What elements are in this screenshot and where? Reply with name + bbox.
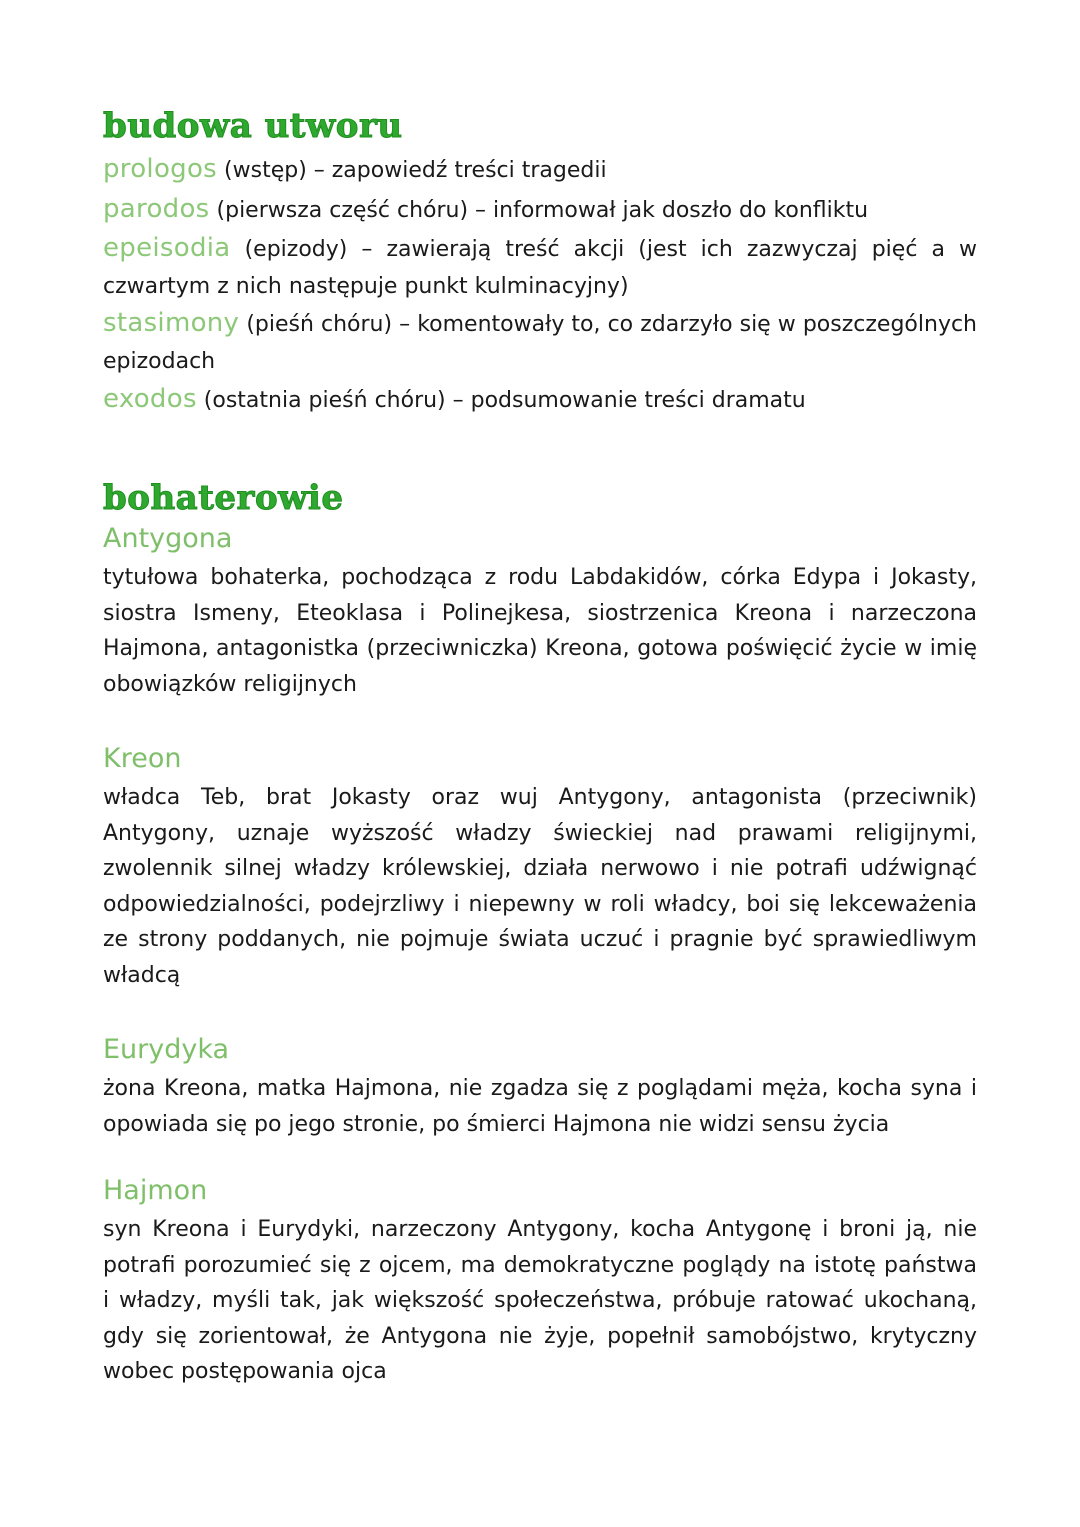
structure-item-parodos — [103, 190, 977, 230]
character-description: tytułowa bohaterka, pochodząca z rodu Labdakidów, córka Edypa i Jokasty, siostra Ismeny, Eteoklasa i Polinejkesa, siostrzenica Kreona i narzeczona Hajmona, antagonistka (przeciwniczka) Kreona, gotowa poświęcić życie w imię obowiązków religijnych — [103, 565, 977, 697]
character-description: syn Kreona i Eurydyki, narzeczony Antygony, kocha Antygonę i broni ją, nie potrafi porozumieć się z ojcem, ma demokratyczne poglądy na istotę państwa i władzy, myśli tak, jak większość społeczeństwa, próbuje ratować ukochaną, gdy się zorientował, że Antygona nie żyje, popełnił samobójstwo, krytyczny wobec postępowania ojca — [103, 1217, 977, 1384]
character-spacer — [103, 1142, 977, 1172]
structure-item-stasimony — [103, 305, 977, 380]
structure-section — [103, 104, 977, 420]
section-title-structure: budowa utworu — [103, 106, 403, 146]
character-description: władca Teb, brat Jokasty oraz wuj Antygony, antagonista (przeciwnik) Antygony, uznaje wyższość władzy świeckiej nad prawami religijnymi, zwolennik silnej władzy królewskiej, działa nerwowo i nie potrafi udźwignąć odpowiedzialności, podejrzliwy i niepewny w roli władcy, boi się lekceważenia ze strony poddanych, nie pojmuje świata uczuć i pragnie być sprawiedliwym władcą — [103, 785, 977, 988]
character-description: żona Kreona, matka Hajmona, nie zgadza się z poglądami męża, kocha syna i opowiada się po jego stronie, po śmierci Hajmona nie widzi sensu życia — [103, 1076, 977, 1137]
character-name: Antygona — [103, 523, 233, 554]
character-eurydyka — [103, 1031, 977, 1142]
character-hajmon — [103, 1172, 977, 1390]
structure-desc-parodos: (pierwsza część chóru) – informował jak doszło do konfliktu — [209, 198, 869, 223]
structure-desc-stasimony: (pieśń chóru) – komentowały to, co zdarzyło się w poszczególnych epizodach — [103, 312, 977, 374]
character-antygona — [103, 520, 977, 702]
section-title-characters: bohaterowie — [103, 478, 344, 518]
character-kreon — [103, 740, 977, 993]
structure-desc-epeisodia: (epizody) – zawierają treść akcji (jest ich zazwyczaj pięć a w czwartym z nich następuje punkt kulminacyjny) — [103, 237, 977, 299]
structure-item-epeisodia — [103, 230, 977, 305]
term-exodos: exodos — [103, 384, 197, 414]
term-prologos: prologos — [103, 154, 218, 184]
document-page — [103, 104, 977, 1390]
term-epeisodia: epeisodia — [103, 233, 231, 263]
characters-section — [103, 476, 977, 1390]
structure-desc-prologos: (wstęp) – zapowiedź treści tragedii — [217, 158, 607, 183]
structure-item-prologos — [103, 150, 977, 190]
term-stasimony: stasimony — [103, 308, 240, 338]
structure-list — [103, 150, 977, 420]
term-parodos: parodos — [103, 194, 210, 224]
structure-item-exodos — [103, 380, 977, 420]
character-name: Eurydyka — [103, 1034, 230, 1065]
section-spacer — [103, 420, 977, 476]
character-name: Hajmon — [103, 1175, 208, 1206]
character-name: Kreon — [103, 743, 182, 774]
structure-desc-exodos: (ostatnia pieśń chóru) – podsumowanie treści dramatu — [196, 388, 806, 413]
character-spacer — [103, 702, 977, 740]
character-spacer — [103, 993, 977, 1031]
